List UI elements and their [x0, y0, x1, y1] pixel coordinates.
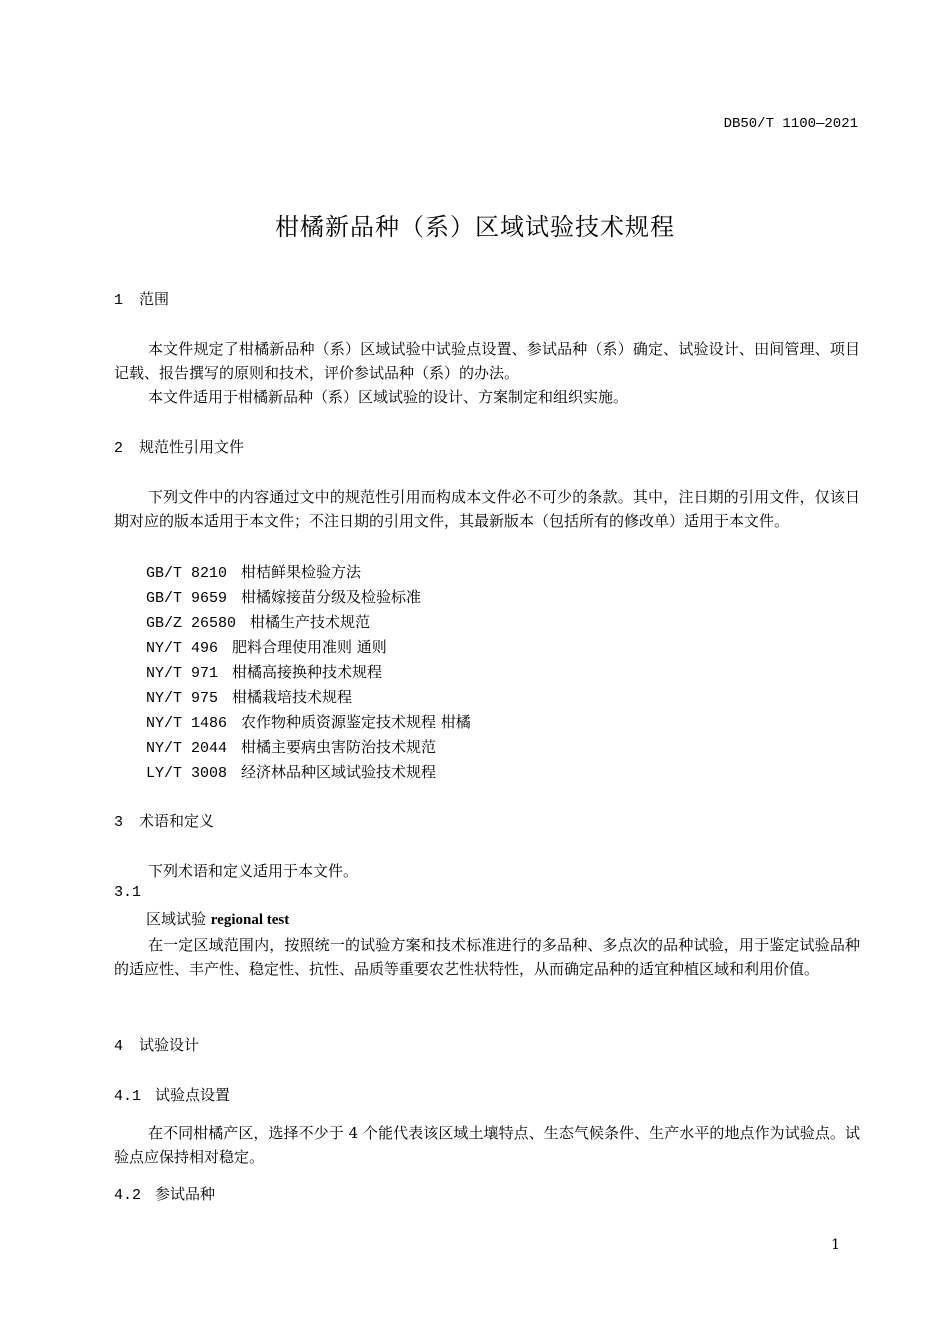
term-zh: 区域试验 — [146, 910, 207, 928]
subsection-number: 4.1 — [114, 1088, 142, 1105]
section-1-heading — [114, 288, 169, 309]
section-4-heading — [114, 1034, 199, 1055]
reference-code: NY/T 1486 — [146, 715, 228, 732]
subsection-4-2-heading — [114, 1183, 215, 1204]
document-code: DB50/T 1100—2021 — [723, 116, 858, 132]
term-en: regional test — [210, 912, 290, 928]
section-number: 2 — [114, 440, 124, 457]
reference-code: GB/T 9659 — [146, 590, 228, 607]
reference-title: 柑橘栽培技术规程 — [232, 688, 353, 706]
reference-code: GB/T 8210 — [146, 565, 228, 582]
term-definition: 在一定区域范围内，按照统一的试验方案和技术标准进行的多品种、多点次的品种试验，用于鉴定试验品种的适应性、丰产性、稳定性、抗性、品质等重要农艺性状特性，从而确定品种的适宜种植区域和利用价值。 — [114, 936, 860, 978]
section-title: 范围 — [139, 290, 170, 308]
document-title: 柑橘新品种（系）区域试验技术规程 — [275, 213, 675, 241]
subsection-4-1-heading — [114, 1084, 230, 1105]
section-title: 试验设计 — [139, 1036, 200, 1054]
paragraph-trial-sites: 在不同柑橘产区，选择不少于 4 个能代表该区域土壤特点、生态气候条件、生产水平的地点作为试验点。试验点应保持相对稳定。 — [114, 1124, 860, 1166]
reference-title: 柑橘主要病虫害防治技术规范 — [241, 738, 437, 756]
reference-code: GB/Z 26580 — [146, 615, 237, 632]
section-number: 1 — [114, 292, 124, 309]
paragraph-normative-intro: 下列文件中的内容通过文中的规范性引用而构成本文件必不可少的条款。其中，注日期的引用文件，仅该日期对应的版本适用于本文件；不注日期的引用文件，其最新版本（包括所有的修改单）适用于本文件。 — [114, 488, 860, 530]
reference-title: 农作物种质资源鉴定技术规程 柑橘 — [241, 713, 471, 731]
reference-code: NY/T 971 — [146, 665, 219, 682]
reference-code: NY/T 975 — [146, 690, 219, 707]
reference-code: NY/T 2044 — [146, 740, 228, 757]
paragraph-terms-intro: 下列术语和定义适用于本文件。 — [148, 862, 359, 880]
section-title: 术语和定义 — [139, 812, 215, 830]
reference-title: 柑橘高接换种技术规程 — [232, 663, 383, 681]
reference-title: 柑橘嫁接苗分级及检验标准 — [241, 588, 422, 606]
term-number: 3.1 — [114, 884, 142, 901]
paragraph-applicability: 本文件适用于柑橘新品种（系）区域试验的设计、方案制定和组织实施。 — [148, 388, 629, 406]
reference-item — [146, 586, 421, 607]
subsection-number: 4.2 — [114, 1187, 142, 1204]
reference-code: LY/T 3008 — [146, 765, 228, 782]
section-2-heading — [114, 436, 244, 457]
section-number: 3 — [114, 814, 124, 831]
reference-item — [146, 711, 471, 732]
section-number: 4 — [114, 1038, 124, 1055]
reference-item — [146, 761, 436, 782]
reference-item — [146, 686, 352, 707]
reference-item — [146, 611, 370, 632]
reference-title: 肥料合理使用准则 通则 — [232, 638, 387, 656]
reference-code: NY/T 496 — [146, 640, 219, 657]
reference-item — [146, 636, 387, 657]
paragraph-scope: 本文件规定了柑橘新品种（系）区域试验中试验点设置、参试品种（系）确定、试验设计、田间管理、项目记载、报告撰写的原则和技术，评价参试品种（系）的办法。 — [114, 340, 860, 382]
subsection-title: 试验点设置 — [155, 1086, 231, 1104]
section-3-heading — [114, 810, 214, 831]
page-number: 1 — [831, 1237, 840, 1253]
reference-item — [146, 736, 436, 757]
term-heading — [146, 908, 289, 929]
subsection-title: 参试品种 — [155, 1185, 216, 1203]
reference-item — [146, 661, 382, 682]
section-title: 规范性引用文件 — [139, 438, 245, 456]
reference-title: 经济林品种区域试验技术规程 — [241, 763, 437, 781]
reference-title: 柑桔鲜果检验方法 — [241, 563, 362, 581]
reference-title: 柑橘生产技术规范 — [250, 613, 371, 631]
reference-item — [146, 561, 361, 582]
